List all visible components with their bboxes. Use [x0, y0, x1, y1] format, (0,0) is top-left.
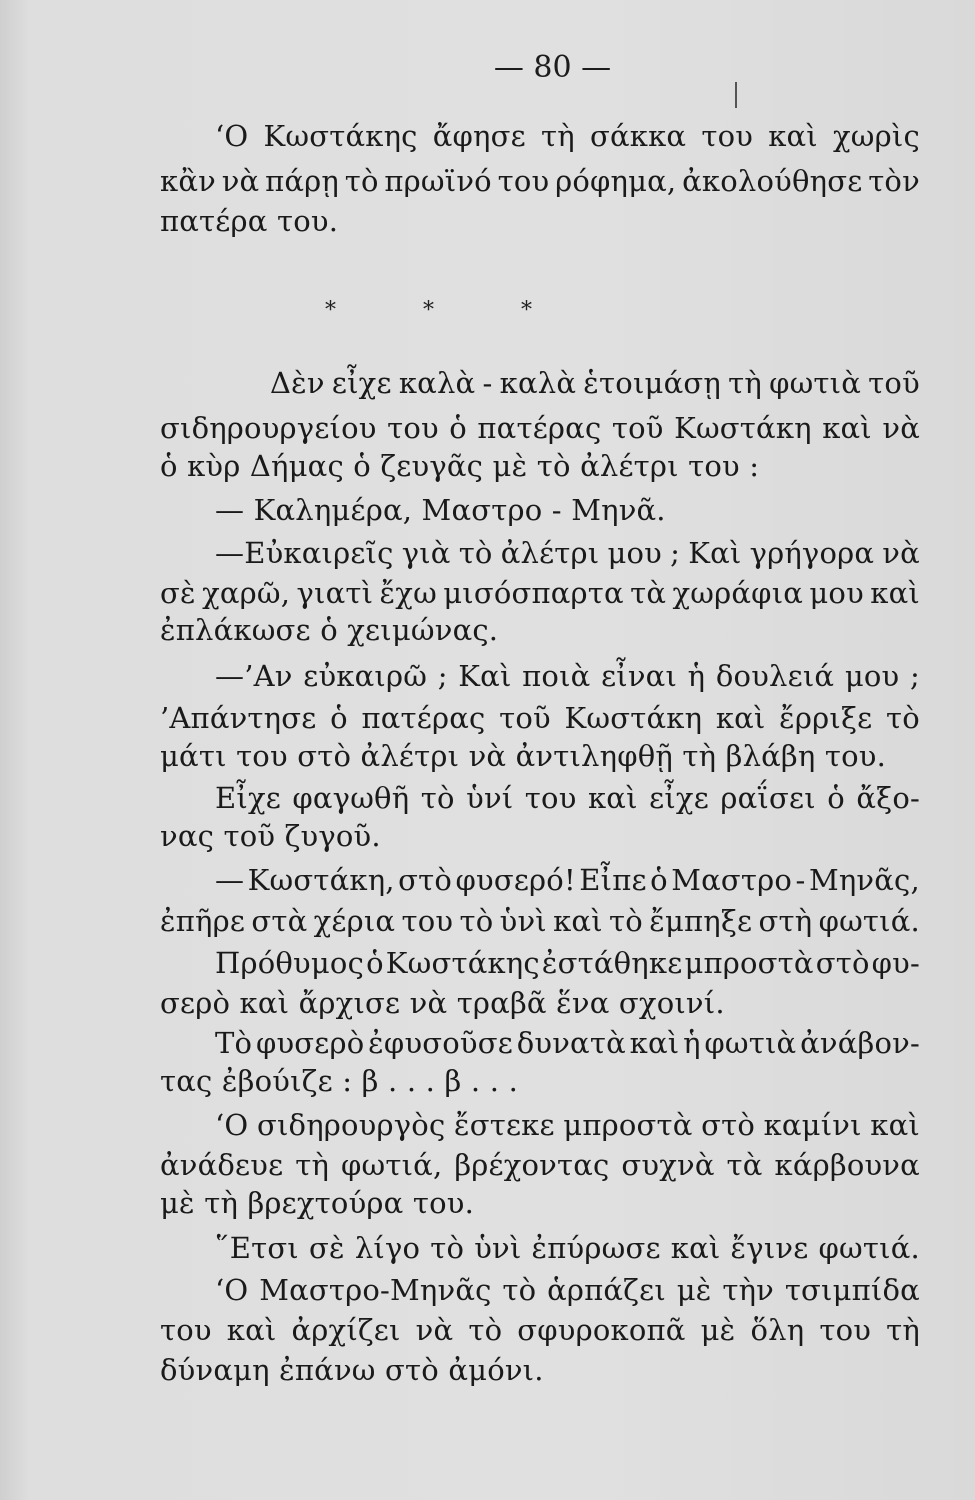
text-line: μάτι του στὸ ἀλέτρι νὰ ἀντιληφθῇ τὴ βλάβη του. — [160, 739, 887, 773]
text-line: — Καλημέρα, Μαστρο - Μηνᾶ. — [215, 493, 666, 527]
text-line: κἂν νὰ πάρῃ τὸ πρωϊνό του ρόφημα, ἀκολούθησε τὸν — [160, 164, 920, 198]
text-line: ‘Ο Μαστρο-Μηνᾶς τὸ ἁρπάζει μὲ τὴν τσιμπίδα — [215, 1273, 920, 1307]
section-separator: * * * — [325, 298, 572, 323]
text-line: ‘Ο Κωστάκης ἄφησε τὴ σάκκα του καὶ χωρὶς — [215, 119, 920, 153]
text-line: —Εὐκαιρεῖς γιὰ τὸ ἀλέτρι μου ; Καὶ γρήγορα νὰ — [215, 536, 920, 570]
text-line: Εἶχε φαγωθῆ τὸ ὑνί του καὶ εἶχε ραΐσει ὁ ἄξο- — [215, 781, 920, 815]
page-number: — 80 — — [493, 50, 612, 85]
text-line: τας ἐβούιζε : β . . . β . . . — [160, 1064, 518, 1098]
ink-mark — [735, 82, 737, 108]
text-line: Δὲν εἶχε καλὰ - καλὰ ἑτοιμάσῃ τὴ φωτιὰ τοῦ — [270, 366, 920, 400]
text-line: ἐπῆρε στὰ χέρια του τὸ ὑνὶ καὶ τὸ ἔμπηξε στὴ φωτιά. — [160, 904, 920, 938]
text-line: σερὸ καὶ ἄρχισε νὰ τραβᾶ ἕνα σχοινί. — [160, 986, 725, 1020]
text-line: ῞Ετσι σὲ λίγο τὸ ὑνὶ ἐπύρωσε καὶ ἔγινε φωτιά. — [215, 1231, 920, 1265]
text-line: ὁ κὺρ Δήμας ὁ ζευγᾶς μὲ τὸ ἀλέτρι του : — [160, 449, 760, 483]
text-line: —’Αν εὐκαιρῶ ; Καὶ ποιὰ εἶναι ἡ δουλειά μου ; — [215, 659, 920, 693]
text-line: Τὸ φυσερὸ ἐφυσοῦσε δυνατὰ καὶ ἡ φωτιὰ ἀνάβον- — [215, 1026, 920, 1060]
text-line: ἐπλάκωσε ὁ χειμώνας. — [160, 613, 499, 647]
text-line: σιδηρουργείου του ὁ πατέρας τοῦ Κωστάκη καὶ νὰ — [160, 411, 920, 445]
text-line: πατέρα του. — [160, 204, 339, 238]
text-line: δύναμη ἐπάνω στὸ ἀμόνι. — [160, 1353, 544, 1387]
text-line: μὲ τὴ βρεχτούρα του. — [160, 1186, 475, 1220]
text-line: ’Απάντησε ὁ πατέρας τοῦ Κωστάκη καὶ ἔρριξε τὸ — [160, 701, 920, 735]
text-line: Πρόθυμος ὁ Κωστάκης ἐστάθηκε μπροστὰ στὸ φυ- — [215, 946, 920, 980]
text-line: σὲ χαρῶ, γιατὶ ἔχω μισόσπαρτα τὰ χωράφια μου καὶ — [160, 576, 920, 610]
text-line: ἀνάδευε τὴ φωτιά, βρέχοντας συχνὰ τὰ κάρβουνα — [160, 1148, 920, 1182]
text-line: — Κωστάκη, στὸ φυσερό! Εἶπε ὁ Μαστρο - Μηνᾶς, — [215, 863, 920, 897]
text-line: νας τοῦ ζυγοῦ. — [160, 819, 381, 853]
text-line: του καὶ ἀρχίζει νὰ τὸ σφυροκοπᾶ μὲ ὅλη του τὴ — [160, 1313, 920, 1347]
text-line: ‘Ο σιδηρουργὸς ἔστεκε μπροστὰ στὸ καμίνι καὶ — [215, 1108, 920, 1142]
